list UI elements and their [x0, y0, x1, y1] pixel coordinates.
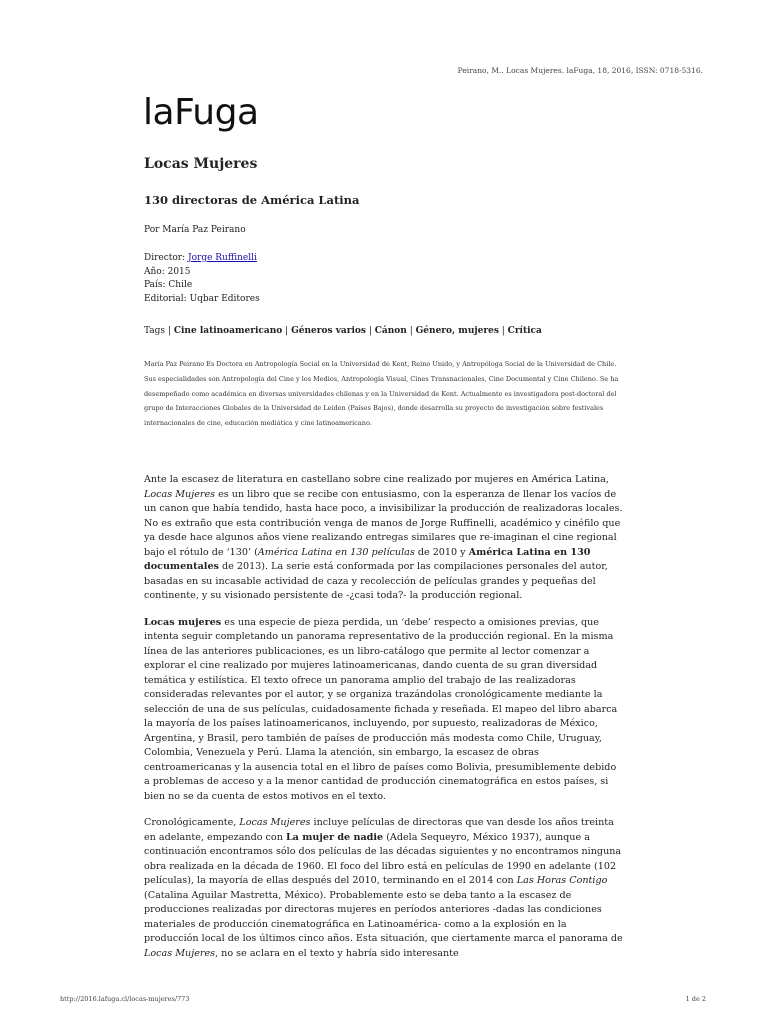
- tag-generos-varios[interactable]: Géneros varios: [291, 326, 366, 336]
- tag-cine-latinoamericano[interactable]: Cine latinoamericano: [173, 326, 283, 336]
- paragraph-2: Locas mujeres es una especie de pieza perdida, un ‘debe’ respecto a omisiones previas, que intenta seguir completando un panorama representativo de la producción regional. En la misma línea de las anteriores publicaciones, es un libro-catálogo que permite al lector comenzar a explorar el cine realizado por mujeres latinoamericanas, dando cuenta de su gran diversidad temática y estilística. El texto ofrece un panorama amplio del trabajo de las realizadoras consideradas relevantes por el autor, y se organiza trazándolas cronológicamente mediante la selección de una de sus películas, cuidadosamente fichada y reseñada. El mapeo del libro abarca la mayoría de los países latinoamericanos, incluyendo, por supuesto, realizadoras de México, Argentina, y Brasil, pero también de países de producción más modesta como Chile, Uruguay, Colombia, Venezuela y Perú. Llama la atención, sin embargo, la escasez de obras centroamericanas y la ausencia total en el libro de países como Bolivia, presumiblemente debido a problemas de acceso y a la menor cantidad de producción cinematográfica en estos países, si bien no se da cuenta de estos motivos en el texto.: [144, 616, 618, 802]
- tag-critica[interactable]: Crítica: [507, 326, 542, 336]
- country-line: País: Chile: [144, 280, 193, 291]
- citation-header: Peirano, M.. Locas Mujeres. laFuga, 18, 2016, ISSN: 0718-5316.: [457, 66, 703, 75]
- paragraph-3: Cronológicamente, Locas Mujeres incluye películas de directoras que van desde los años treinta en adelante, empezando con La mujer de nadie (Adela Sequeyro, México 1937), aunque a continuación encontramos sólo dos películas de las décadas siguientes y no encontramos ninguna obra realizada en la década de 1960. El foco del libro está en películas de 1990 en adelante (102 películas), la mayoría de ellas después del 2010, terminando en el 2014 con Las Horas Contigo (Catalina Aguilar Mastretta, México). Probablemente esto se deba tanto a la escasez de producciones realizadas por directoras mujeres en períodos anteriores -dadas las condiciones materiales de producción cinematográfica en Latinoamérica- como a la explosión en la producción local de los últimos cinco años. Esta situación, que ciertamente marca el panorama de Locas Mujeres, no se aclara en el texto y habría sido interesante: [144, 817, 623, 959]
- director-label: Director:: [144, 253, 188, 263]
- director-line: [144, 252, 624, 266]
- footer-page-number: 1 de 2: [685, 995, 706, 1003]
- page-subtitle: 130 directoras de América Latina: [144, 193, 360, 207]
- director-link[interactable]: Jorge Ruffinelli: [188, 253, 257, 263]
- tag-genero-mujeres[interactable]: Género, mujeres: [415, 326, 499, 336]
- paragraph-1: Ante la escasez de literatura en castellano sobre cine realizado por mujeres en América Latina, Locas Mujeres es un libro que se recibe con entusiasmo, con la esperanza de llenar los vacíos de un canon que había tendido, hasta hace poco, a invisibilizar la producción de realizadoras locales. No es extraño que esta contribución venga de manos de Jorge Ruffinelli, académico y cinéfilo que ya desde hace algunos años viene realizando entregas similares que re-imaginan el cine regional bajo el rótulo de ‘130’ (América Latina en 130 películas de 2010 y América Latina en 130 documentales de 2013). La serie está conformada por las compilaciones personales del autor, basadas en su incasable actividad de caza y recolección de películas grandes y pequeñas del continente, y su visionado persistente de -¿casi toda?- la producción regional.: [144, 474, 623, 601]
- article-body: [144, 473, 624, 973]
- author-bio: María Paz Peirano Es Doctora en Antropología Social en la Universidad de Kent, Reino Unido, y Antropóloga Social de la Universidad de Chile. Sus especialidades son Antropología del Cine y los Medios, Antropología Visual, Cines Transnacionales, Cine Documental y Cine Chileno. Se ha desempeñado como académica en diversas universidades chilenas y en la Universidad de Kent. Actualmente es investigadora post-doctoral del grupo de Interacciones Globales de la Universidad de Leiden (Países Bajos), donde desarrolla su proyecto de investigación sobre festivales internacionales de cine, educación mediática y cine latinoamericano.: [144, 360, 619, 428]
- tag-canon[interactable]: Cánon: [374, 326, 407, 336]
- tags-line: Tags | Cine latinoamericano | Géneros varios | Cánon | Género, mujeres | Crítica: [144, 326, 542, 336]
- year-line: Año: 2015: [144, 266, 191, 277]
- author-byline: Por María Paz Peirano: [144, 225, 246, 235]
- publisher-line: Editorial: Uqbar Editores: [144, 293, 260, 304]
- footer-url: http://2016.lafuga.cl/locas-mujeres/773: [60, 995, 190, 1003]
- book-metadata: [144, 252, 624, 306]
- tags-label: Tags: [144, 326, 166, 336]
- lafuga-logo[interactable]: laFuga: [143, 92, 259, 133]
- page-title: Locas Mujeres: [144, 156, 258, 172]
